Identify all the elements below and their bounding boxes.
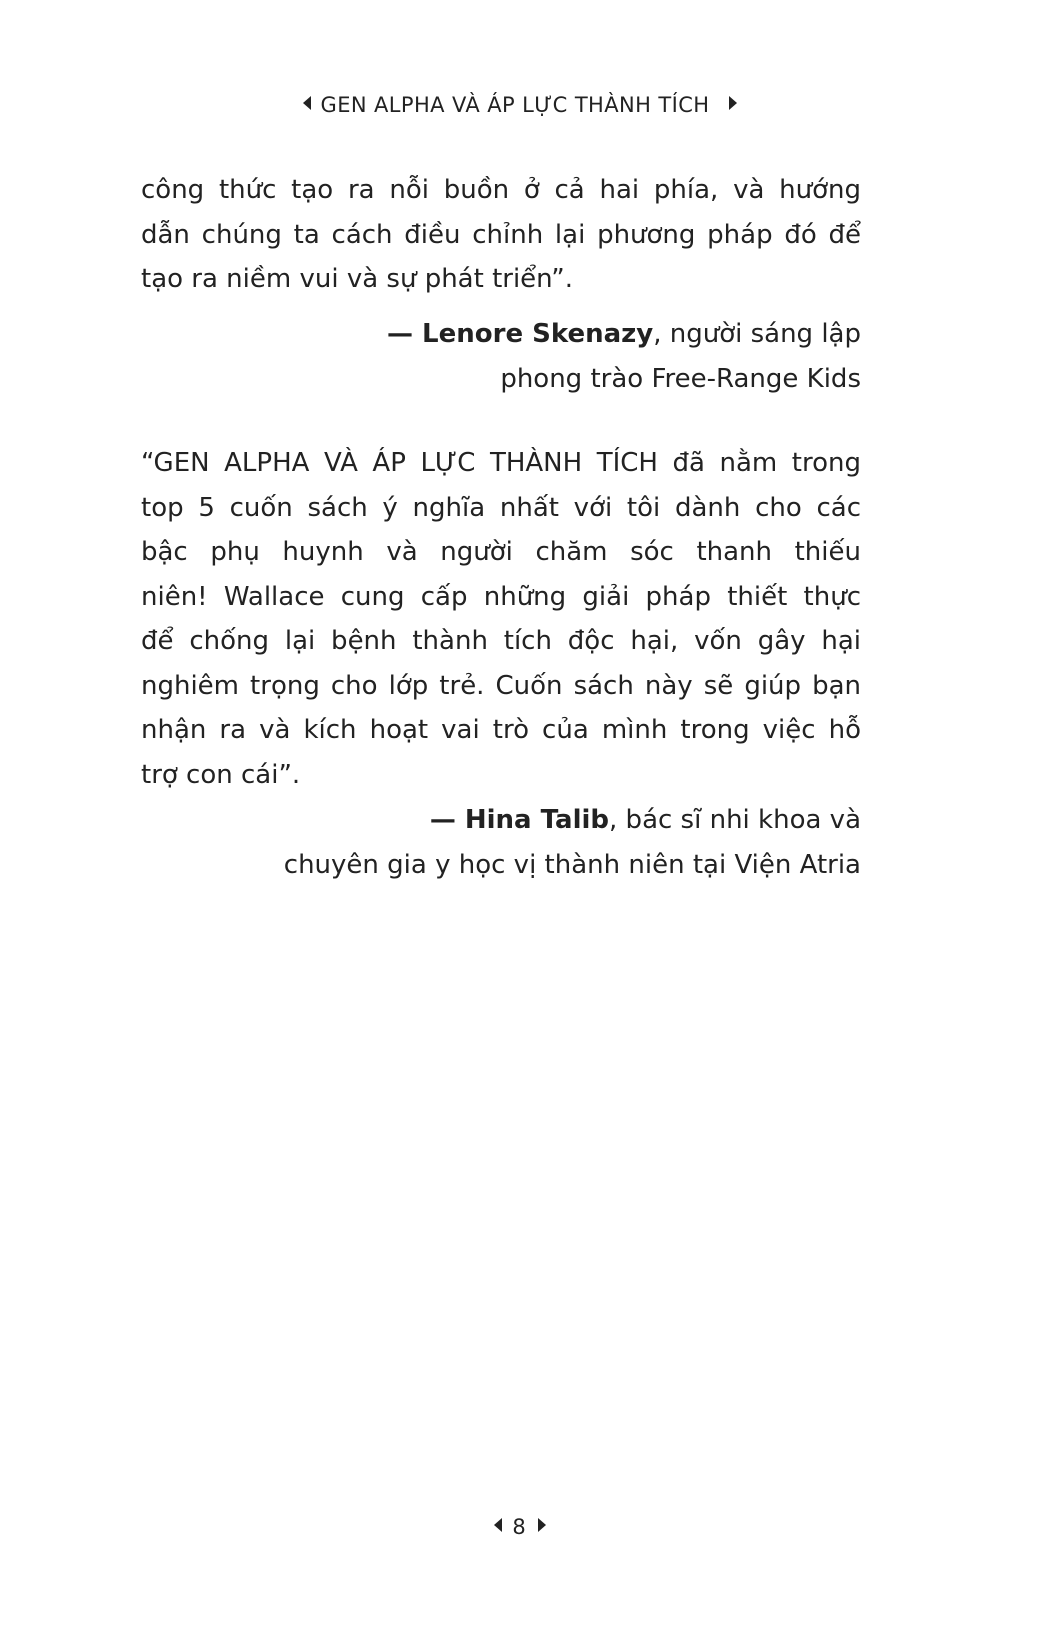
quote-2 (141, 441, 861, 797)
attribution-1 (141, 312, 861, 401)
attribution-2 (141, 798, 861, 887)
running-header (0, 93, 1040, 117)
quote-1 (141, 168, 861, 302)
page-number: 8 (512, 1515, 526, 1539)
caret-left-icon (494, 1518, 502, 1532)
quote-2-line: nhận ra và kích hoạt vai trò của mình trong việc hỗ (141, 715, 861, 745)
quote-2-line: nghiêm trọng cho lớp trẻ. Cuốn sách này sẽ giúp bạn (141, 670, 861, 701)
attribution-1-role: , người sáng lập (653, 319, 861, 349)
quote-2-line: top 5 cuốn sách ý nghĩa nhất với tôi dành cho các (141, 492, 861, 523)
attribution-1-line-1 (141, 312, 861, 357)
caret-right-icon (538, 1518, 546, 1532)
quote-2-line: bậc phụ huynh và người chăm sóc thanh thiếu (141, 537, 861, 567)
attribution-2-name: — Hina Talib (429, 805, 610, 835)
caret-left-icon (303, 96, 311, 110)
attribution-1-name: — Lenore Skenazy (386, 319, 654, 349)
attribution-2-role: , bác sĩ nhi khoa và (609, 805, 861, 835)
quote-1-line: công thức tạo ra nỗi buồn ở cả hai phía, và hướng (141, 175, 861, 205)
caret-right-icon (729, 96, 737, 110)
quote-2-line: niên! Wallace cung cấp những giải pháp thiết thực (141, 581, 861, 612)
attribution-2-line-2: chuyên gia y học vị thành niên tại Viện Atria (283, 849, 861, 880)
quote-1-line: dẫn chúng ta cách điều chỉnh lại phương pháp đó để (141, 219, 861, 250)
attribution-2-line-1 (141, 798, 861, 843)
quote-2-line: để chống lại bệnh thành tích độc hại, vốn gây hại (141, 626, 861, 656)
quote-2-line: trợ con cái”. (141, 759, 301, 790)
attribution-1-line-2: phong trào Free-Range Kids (500, 363, 861, 394)
page-footer (0, 1515, 1040, 1539)
book-title: GEN ALPHA VÀ ÁP LỰC THÀNH TÍCH (320, 93, 710, 117)
quote-2-line: “GEN ALPHA VÀ ÁP LỰC THÀNH TÍCH đã nằm trong (141, 448, 861, 478)
quote-1-line: tạo ra niềm vui và sự phát triển”. (141, 264, 573, 294)
